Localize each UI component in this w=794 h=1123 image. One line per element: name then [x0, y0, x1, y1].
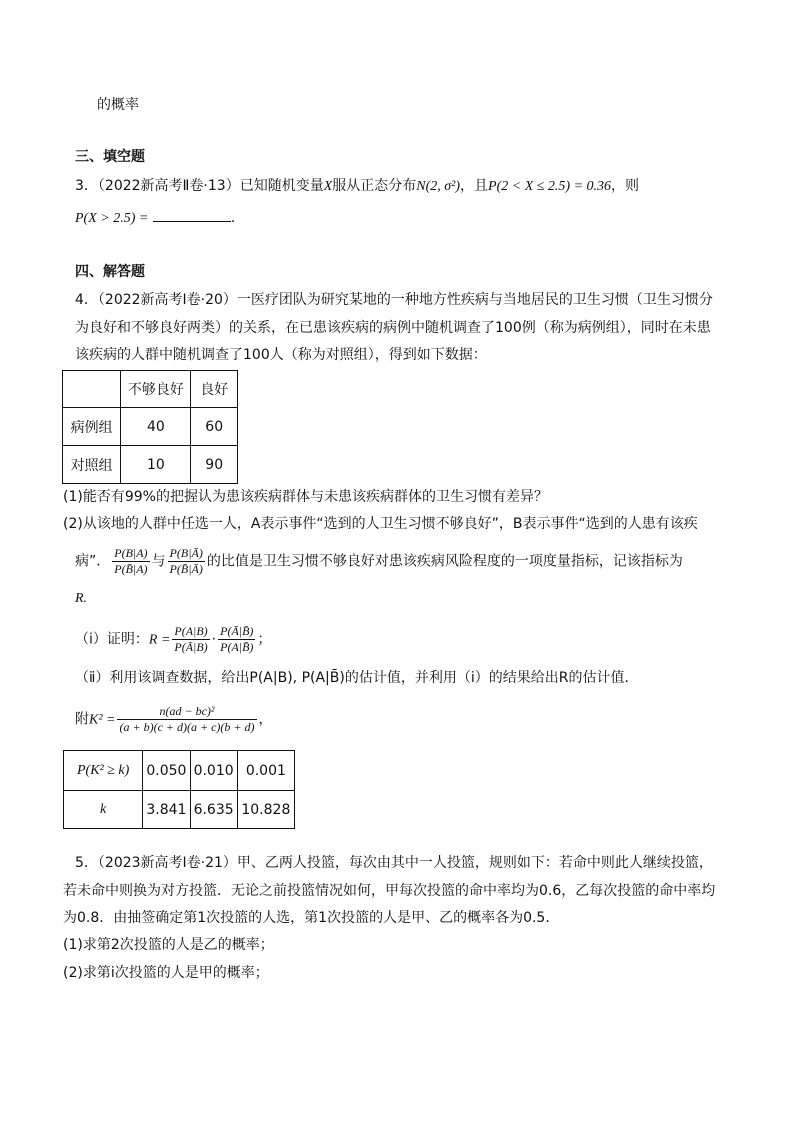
- table2-cell: 0.001: [237, 751, 294, 791]
- q3-then: ，则: [611, 178, 640, 194]
- proof-fraction-2: [218, 624, 255, 655]
- section-heading-solutions: 四、解答题: [75, 264, 145, 280]
- proof-fraction-1-numerator: P(A|B): [174, 624, 208, 638]
- table2-cell: 0.010: [190, 751, 237, 791]
- top-fragment: 的概率: [97, 97, 139, 113]
- table-row-label-case: 病例组: [63, 408, 121, 446]
- table-cell: 40: [121, 408, 191, 446]
- table-header-not-good: 不够良好: [121, 371, 191, 408]
- table2-header-k: k: [64, 791, 143, 829]
- formula-line: [75, 704, 273, 735]
- q4-part1: (1)能否有99%的把握认为患该疾病群体与未患该疾病群体的卫生习惯有差异？: [63, 489, 548, 505]
- question-3-line2: [75, 207, 235, 229]
- formula-lhs: K² =: [89, 712, 116, 728]
- q4-part2-suffix: 的比值是卫生习惯不够良好对患该疾病风险程度的一项度量指标，记该指标为: [206, 553, 683, 570]
- question-4-line3: 该疾病的人群中随机调查了100人（称为对照组），得到如下数据：: [75, 347, 487, 363]
- proof-fraction-1-denominator: P(Ā|B): [174, 640, 208, 654]
- fraction-2-numerator: P(B|Ā): [169, 546, 203, 560]
- q3-cond: P(2 < X ≤ 2.5) = 0.36: [488, 179, 612, 194]
- q5-part2: (2)求第i次投篮的人是甲的概率；: [63, 965, 269, 981]
- q4-part2-line2: [75, 546, 683, 577]
- table2-header-prob: P(K² ≥ k): [64, 751, 143, 791]
- dot-operator: ·: [211, 631, 217, 648]
- q3-end: .: [230, 210, 236, 226]
- table2-cell: 3.841: [143, 791, 190, 829]
- table-cell: 10: [121, 446, 191, 484]
- q3-mid: 服从正态分布: [332, 178, 417, 194]
- q3-prefix: 3．（2022新高考Ⅱ卷·13）已知随机变量: [75, 178, 324, 194]
- question-4-line2: 为良好和不够良好两类）的关系，在已患该疾病的病例中随机调查了100例（称为病例组），同时在未患: [75, 320, 711, 336]
- formula-fraction: [117, 704, 256, 735]
- table-row-label-control: 对照组: [63, 446, 121, 484]
- table-header-good: 良好: [191, 371, 238, 408]
- table-cell: 60: [191, 408, 238, 446]
- q4-part2-line3: R.: [75, 591, 88, 606]
- q3-dist: N(2, σ²): [416, 179, 461, 194]
- q4-part2-line1: (2)从该地的人群中任选一人，A表示事件“选到的人卫生习惯不够良好”，B表示事件“选到的人患有该疾: [63, 516, 698, 532]
- q4-part-i: [75, 624, 271, 655]
- q4-part2-prefix: 病”．: [75, 553, 111, 570]
- table2-cell: 10.828: [237, 791, 294, 829]
- proof-fraction-2-numerator: P(Ā|B̄): [220, 624, 254, 638]
- table2-cell: 6.635: [190, 791, 237, 829]
- question-5-line2: 若未命中则换为对方投篮．无论之前投篮情况如何，甲每次投篮的命中率均为0.6，乙每次投篮的命中率均: [63, 883, 716, 899]
- q3-var: X: [323, 179, 333, 194]
- formula-end: ，: [258, 711, 273, 728]
- q4-with: 与: [151, 553, 166, 570]
- table2-cell: 0.050: [143, 751, 190, 791]
- fraction-2-denominator: P(B̄|Ā): [169, 562, 203, 576]
- formula-label: 附: [75, 711, 89, 728]
- table-header-empty: [63, 371, 121, 408]
- formula-denominator: (a + b)(c + d)(a + c)(b + d): [119, 720, 255, 734]
- q3-and: ，且: [460, 178, 489, 194]
- section-heading-fill-in: 三、填空题: [75, 149, 145, 165]
- part-i-R: R =: [148, 632, 171, 648]
- proof-fraction-1: [172, 624, 209, 655]
- fraction-1: [112, 546, 149, 577]
- fraction-2: [168, 546, 205, 577]
- part-i-label: （ⅰ）证明：: [75, 631, 149, 648]
- question-5-line1: 5．（2023新高考Ⅰ卷·21）甲、乙两人投篮，每次由其中一人投篮，规则如下：若命中则此人继续投篮，: [75, 855, 713, 871]
- critical-values-table: [63, 750, 295, 829]
- fraction-1-numerator: P(B|A): [114, 546, 148, 560]
- q5-part1: (1)求第2次投篮的人是乙的概率；: [63, 937, 274, 953]
- formula-numerator: n(ad − bc)²: [117, 704, 256, 720]
- question-4-line1: 4．（2022新高考Ⅰ卷·20）一医疗团队为研究某地的一种地方性疾病与当地居民的卫生习惯（卫生习惯分: [75, 292, 713, 308]
- question-3-line1: [75, 176, 639, 197]
- fraction-1-denominator: P(B̄|A): [114, 562, 148, 576]
- q4-part-ii: （ⅱ）利用该调查数据，给出P(A|B), P(A|B̄)的估计值，并利用（ⅰ）的结果给出R的估计值．: [75, 670, 639, 686]
- proof-fraction-2-denominator: P(A|B̄): [220, 640, 254, 654]
- survey-table: [62, 370, 238, 484]
- answer-blank: [153, 207, 231, 222]
- q3-ask: P(X > 2.5) =: [75, 211, 149, 226]
- part-i-end: ；: [257, 631, 272, 648]
- question-5-line3: 为0.8．由抽签确定第1次投篮的人选，第1次投篮的人是甲、乙的概率各为0.5．: [63, 910, 560, 926]
- table-cell: 90: [191, 446, 238, 484]
